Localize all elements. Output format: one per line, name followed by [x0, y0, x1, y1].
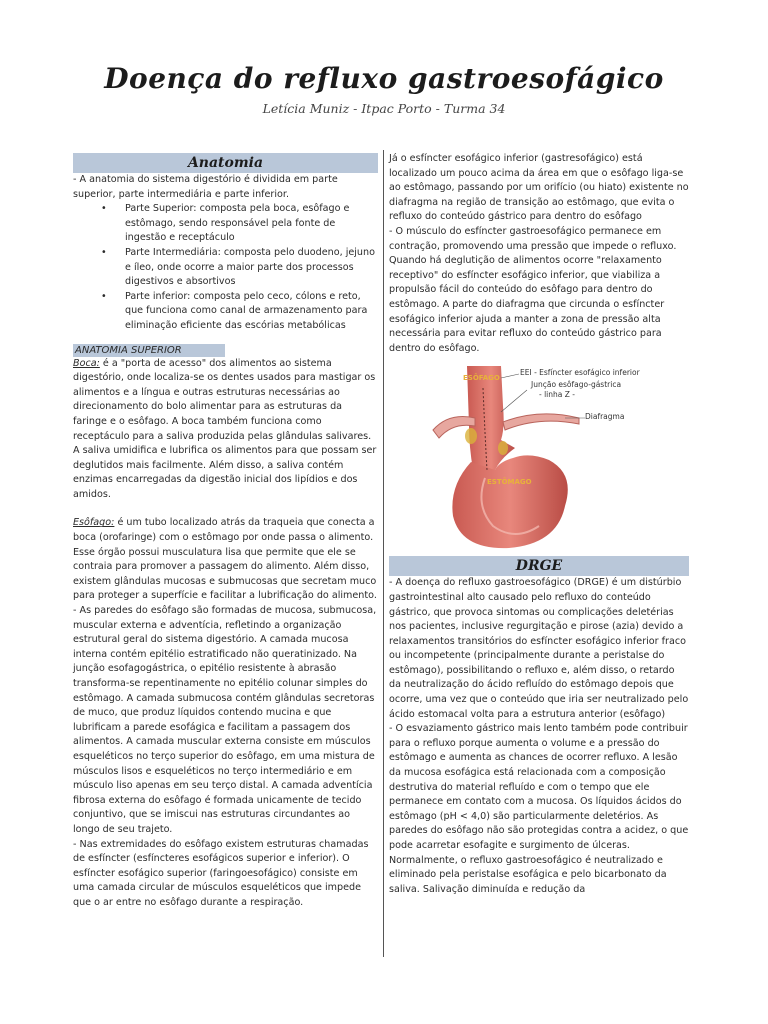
paredes-paragraph: - As paredes do esôfago são formadas de mucosa, submucosa, muscular externa e adventícia, refletindo a organização estrutural geral do sistema digestório. A camada mucosa interna contém epitélio estratificado não queratinizado. Na junção esofagogástrica, o epitélio resistente à abrasão transforma-se repentinamente no epitélio colunar simples do estômago. A camada submucosa contém glândulas secretoras de muco, que produz líquidos contendo mucina e que lubrificam a parede esofágica e facilitam a passagem dos alimentos. A camada muscular externa consiste em músculos esqueléticos no terço superior do esôfago, em uma mistura de músculos lisos e esqueléticos no terço intermediário e em músculo liso apenas em seu terço distal. A camada adventícia fibrosa externa do esôfago é formada unicamente de tecido conjuntivo, que se imiscui nas estruturas circundantes ao longo de seu trajeto.	[73, 605, 377, 835]
drge-paragraph: - A doença do refluxo gastroesofágico (DRGE) é um distúrbio gastrointestinal alto causado pelo refluxo do conteúdo gástrico, que provoca sintomas ou complicações deletérias nos pacientes, inclusive regurgitação e pirose (azia) devido a relaxamentos transitórios do esfíncter esofágico inferior fraco ou incompetente (principalmente durante a peristalse do estômago), possibilitando o refluxo e, além disso, o retardo da neutralização do ácido refluído do estômago depois que ocorre, uma vez que o conteúdo que iria ser neutralizado pelo ácido estomacal volta para a estrutura anterior (esôfago)	[389, 577, 689, 720]
esophagus-stomach-figure	[389, 366, 689, 554]
figure-label-esofago: ESÔFAGO	[463, 374, 500, 383]
esofago-paragraph: Esôfago: é um tubo localizado atrás da traqueia que conecta a boca (orofaringe) com o estômago por onde passa o alimento. Esse órgão possui musculatura lisa que permite que ele se contraia para promover a passagem do alimento. Além disso, existem glândulas mucosas e submucosas que secretam muco para proteger a superfície e facilitar a lubrificação do alimento.	[73, 517, 377, 602]
left-column	[73, 153, 378, 911]
esofago-label: Esôfago:	[73, 517, 115, 529]
figure-label-linha-z: - linha Z -	[539, 390, 575, 400]
section-heading-drge: DRGE	[389, 556, 689, 576]
extremidades-paragraph: - Nas extremidades do esôfago existem estruturas chamadas de esfíncter (esfíncteres esofágicos superior e inferior). O esfíncter esofágico superior (faringoesofágico) consiste em uma camada circular de músculos esqueléticos que impede que o ar entre no esôfago durante a respiração.	[73, 838, 369, 908]
document-title: Doença do refluxo gastroesofágico	[104, 62, 664, 95]
list-item: • Parte Intermediária: composta pelo duodeno, jejuno e íleo, onde ocorre a maior parte dos processos digestivos e absortivos	[101, 246, 375, 288]
eei-paragraph: Já o esfíncter esofágico inferior (gastresofágico) está localizado um pouco acima da área em que o esôfago liga-se ao estômago, passando por um orifício (ou hiato) existente no diafragma na região de transição ao estômago, que evita o refluxo do conteúdo gástrico para dentro do esôfago	[389, 153, 689, 223]
bullet-icon: •	[101, 290, 107, 302]
anatomia-bullet-list	[73, 202, 378, 333]
boca-paragraph: Boca: é a "porta de acesso" dos alimentos ao sistema digestório, onde localiza-se os dentes usados para mastigar os alimentos e a língua e outras estruturas necessárias ao direcionamento do bolo alimentar para as estruturas da faringe e o esôfago. A boca também funciona como receptáculo para a saliva produzida pelas glândulas salivares. A saliva umidifica e lubrifica os alimentos para que possam ser deglutidos mais facilmente. Além disso, a saliva contém enzimas encarregadas da digestão inicial dos lipídios e dos amidos.	[73, 357, 377, 500]
column-divider	[383, 150, 384, 957]
musculo-paragraph: - O músculo do esfíncter gastroesofágico permanece em contração, promovendo uma pressão que impede o refluxo. Quando há deglutição de alimentos ocorre "relaxamento receptivo" do esfíncter esofágico inferior, que viabiliza a propulsão fácil do conteúdo do esôfago para dentro do estômago. A parte do diafragma que circunda o esfíncter esofágico inferior ajuda a manter a zona de pressão alta necessária para evitar refluxo do conteúdo gástrico para dentro do esôfago.	[389, 225, 677, 354]
anatomia-intro: - A anatomia do sistema digestório é dividida em parte superior, parte intermediária e parte inferior.	[73, 174, 338, 200]
section-heading-anatomia: Anatomia	[73, 153, 378, 173]
figure-label-estomago: ESTÔMAGO	[487, 478, 532, 487]
list-item: • Parte inferior: composta pelo ceco, cólons e reto, que funciona como canal de armazenamento para eliminação eficiente das escórias metabólicas	[101, 290, 368, 331]
list-item: • Parte Superior: composta pela boca, esôfago e estômago, sendo responsável pela fonte de ingestão e receptáculo	[101, 203, 350, 244]
figure-label-diafragma: Diafragma	[585, 412, 625, 422]
bullet-icon: •	[101, 246, 107, 258]
right-column	[389, 152, 689, 897]
figure-label-juncao: Junção esôfago-gástrica	[531, 380, 622, 390]
figure-label-eei: EEI - Esfíncter esofágico inferior	[520, 368, 640, 378]
bullet-icon: •	[101, 203, 107, 215]
sub-heading-anatomia-superior: ANATOMIA SUPERIOR	[73, 344, 225, 357]
boca-label: Boca:	[73, 357, 100, 369]
document-subtitle: Letícia Muniz - Itpac Porto - Turma 34	[262, 101, 506, 116]
esvaziamento-paragraph: - O esvaziamento gástrico mais lento também pode contribuir para o refluxo porque aumenta o volume e a pressão do estômago e aumenta as chances de ocorrer refluxo. A lesão da mucosa esofágica está relacionada com a composição destrutiva do material refluído e com o tempo que ele permanece em contato com a mucosa. Os líquidos ácidos do estômago (pH < 4,0) são particularmente deletérios. As paredes do esôfago não são protegidas contra a acidez, o que pode acarretar esofagite e surgimento de úlceras. Normalmente, o refluxo gastroesofágico é neutralizado e eliminado pela peristalse esofágica e pelo bicarbonato da saliva. Salivação diminuída e redução da	[389, 723, 689, 895]
